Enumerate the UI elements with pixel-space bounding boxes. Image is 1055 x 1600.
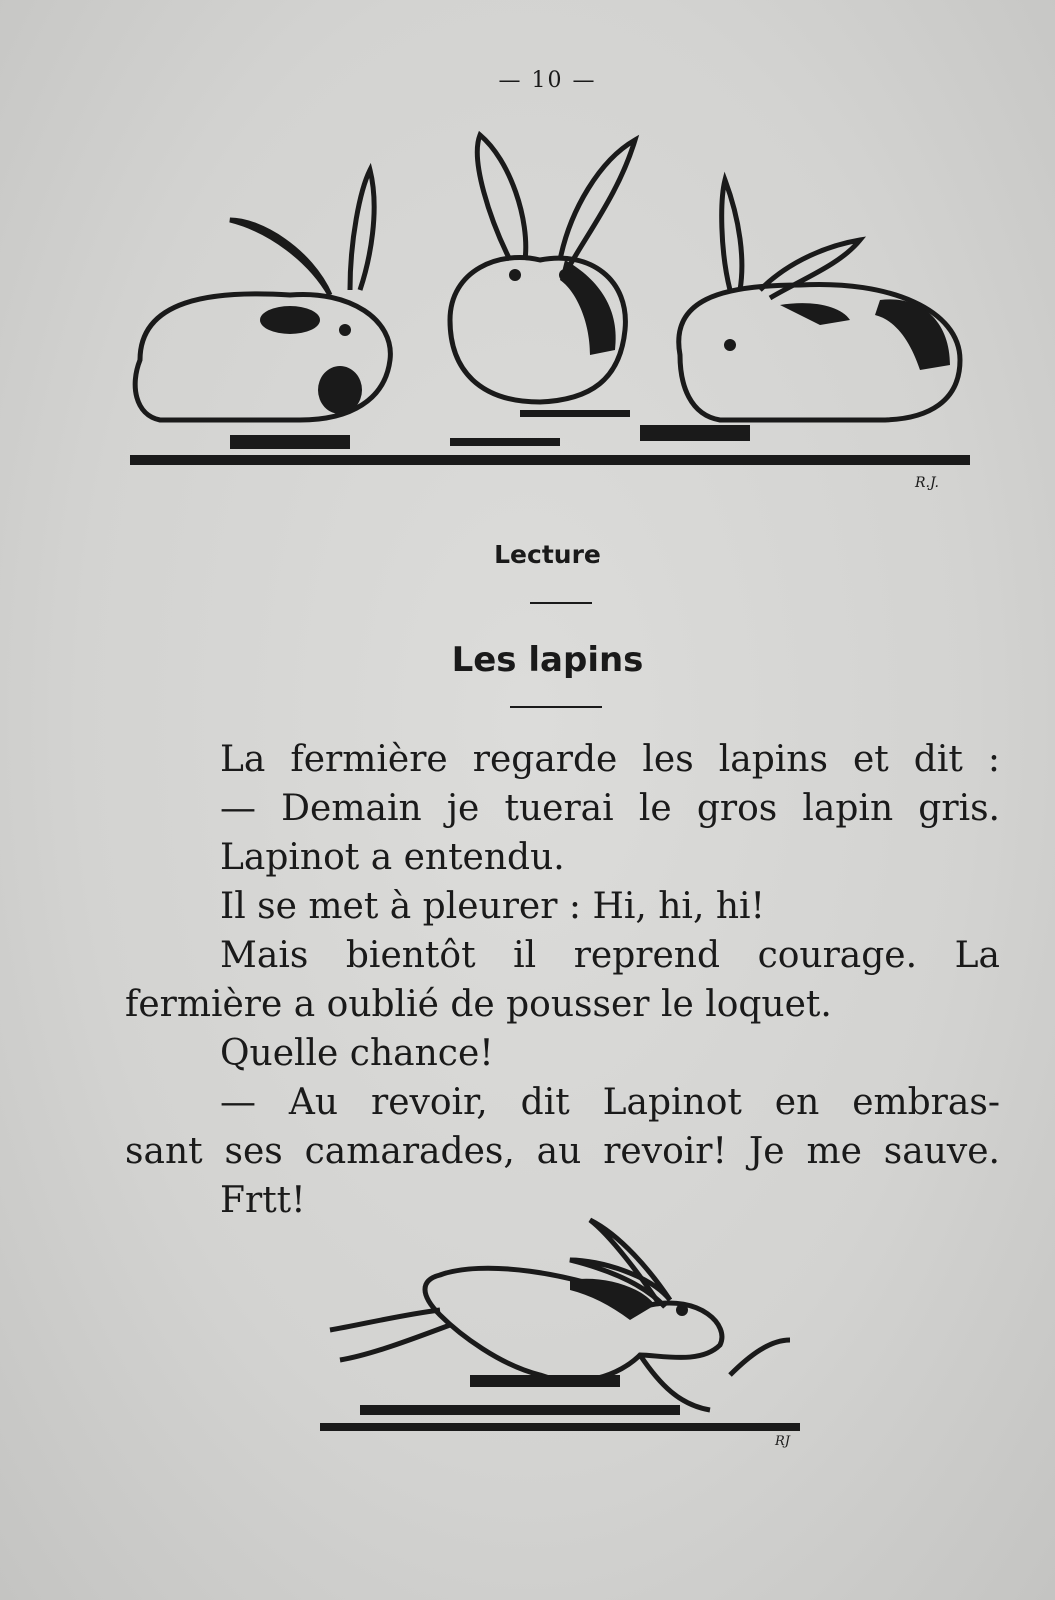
text-line: Mais bientôt il reprend courage. La [220,935,1000,976]
running-rabbit-illustration [320,1215,820,1475]
text-line: fermière a oublié de pousser le loquet. [125,984,832,1025]
text-line: Quelle chance! [220,1033,494,1074]
text-line: — Demain je tuerai le gros lapin gris. [220,788,1000,829]
divider-rule [530,602,592,604]
page-title: Les lapins [451,640,644,680]
reading-text [125,735,1000,1225]
page-number: — 10 — [498,68,597,93]
section-heading: Lecture [494,540,601,569]
illustration-signature-top: R.J. [915,475,939,491]
text-line: Frtt! [220,1180,306,1221]
text-line: — Au revoir, dit Lapinot en embras- [220,1082,1000,1123]
three-rabbits-illustration [120,120,990,510]
text-line: sant ses camarades, au revoir! Je me sauve. [125,1131,1000,1172]
text-line: Lapinot a entendu. [220,837,565,878]
divider-rule [510,706,602,708]
text-line: Il se met à pleurer : Hi, hi, hi! [220,886,765,927]
illustration-signature-bottom: RJ [775,1434,790,1449]
text-line: La fermière regarde les lapins et dit : [220,739,1000,780]
